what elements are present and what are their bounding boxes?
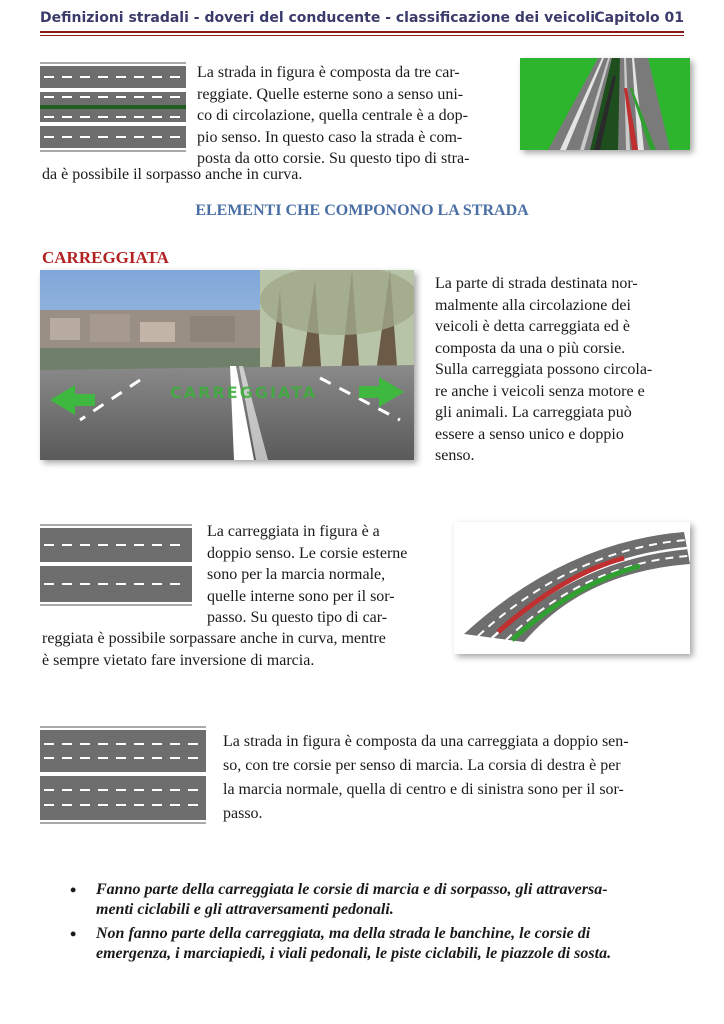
section4-text-block bbox=[223, 730, 682, 826]
section4-line: la marcia normale, quella di centro e di sinistra sono per il sor- bbox=[223, 781, 624, 798]
bullet-item bbox=[40, 924, 684, 964]
section2-line: re anche i veicoli senza motore e bbox=[435, 382, 645, 400]
section1-line: posta da otto corsie. Su questo tipo di stra- bbox=[197, 150, 470, 167]
subheading-carreggiata: CARREGGIATA bbox=[42, 248, 169, 267]
bullet-line: • Non fanno parte della carreggiata, ma della strada le banchine, le corsie di bbox=[96, 925, 591, 942]
section2-line: composta da una o più corsie. bbox=[435, 339, 626, 357]
double-direction-four-lane-diagram bbox=[40, 524, 192, 606]
section4-line: La strada in figura è composta da una carreggiata a doppio sen- bbox=[223, 733, 629, 750]
section1-text-wrap bbox=[42, 164, 506, 186]
perspective-road-illustration bbox=[520, 58, 690, 150]
section1-text-block bbox=[197, 62, 506, 170]
section2-line: veicoli è detta carreggiata ed è bbox=[435, 318, 630, 335]
section2-line: essere a senso unico e doppio bbox=[435, 425, 624, 443]
curved-road-illustration bbox=[454, 522, 690, 654]
section4-line: so, con tre corsie per senso di marcia. La corsia di destra è per bbox=[223, 757, 621, 774]
header-rule bbox=[40, 31, 684, 33]
section3-text-wrap bbox=[42, 628, 438, 671]
section3-line: passo. Su questo tipo di car- bbox=[207, 609, 388, 626]
photo-overlay-label: CARREGGIATA bbox=[170, 383, 318, 402]
section2-line: Sulla carreggiata possono circola- bbox=[435, 361, 653, 378]
section2-line: senso. bbox=[435, 447, 475, 464]
section1-line: La strada in figura è composta da tre car- bbox=[197, 64, 460, 81]
key-points-list bbox=[40, 880, 684, 968]
section1-line: da è possibile il sorpasso anche in curva. bbox=[42, 166, 303, 183]
chapter-label: Capitolo 01 bbox=[594, 10, 684, 26]
bullet-item bbox=[40, 880, 684, 920]
section3-line: quelle interne sono per il sor- bbox=[207, 587, 395, 605]
section1-line: co di circolazione, quella centrale è a dop- bbox=[197, 107, 468, 124]
section3-line: reggiata è possibile sorpassare anche in curva, mentre bbox=[42, 630, 386, 647]
three-carriageway-diagram bbox=[40, 62, 186, 152]
section3-line: è sempre vietato fare inversione di marcia. bbox=[42, 651, 315, 669]
section4-line: passo. bbox=[223, 805, 263, 822]
carreggiata-photo bbox=[40, 270, 414, 460]
header-title: Definizioni stradali - doveri del conducente - classificazione dei veicoli bbox=[40, 10, 596, 26]
section2-line: malmente alla circolazione dei bbox=[435, 296, 631, 314]
section2-line: La parte di strada destinata nor- bbox=[435, 275, 638, 292]
section3-line: La carreggiata in figura è a bbox=[207, 523, 380, 540]
double-direction-six-lane-diagram bbox=[40, 726, 206, 824]
section1-line: reggiate. Quelle esterne sono a senso uni- bbox=[197, 85, 464, 103]
bullet-line: menti ciclabili e gli attraversamenti pedonali. bbox=[96, 901, 394, 918]
section3-line: doppio senso. Le corsie esterne bbox=[207, 544, 408, 562]
section3-line: sono per la marcia normale, bbox=[207, 566, 386, 583]
header-rule-thin bbox=[40, 35, 684, 36]
section1-line: pio senso. In questo caso la strada è com- bbox=[197, 128, 463, 146]
section2-line: gli animali. La carreggiata può bbox=[435, 404, 632, 421]
bullet-line: emergenza, i marciapiedi, i viali pedonali, le piste ciclabili, le piazzole di sosta. bbox=[96, 945, 612, 962]
section2-text-block bbox=[435, 273, 682, 467]
section-heading-elements: ELEMENTI CHE COMPONONO LA STRADA bbox=[195, 202, 529, 219]
section3-text-block bbox=[207, 521, 438, 629]
bullet-line: • Fanno parte della carreggiata le corsie di marcia e di sorpasso, gli attraversa- bbox=[96, 881, 608, 898]
